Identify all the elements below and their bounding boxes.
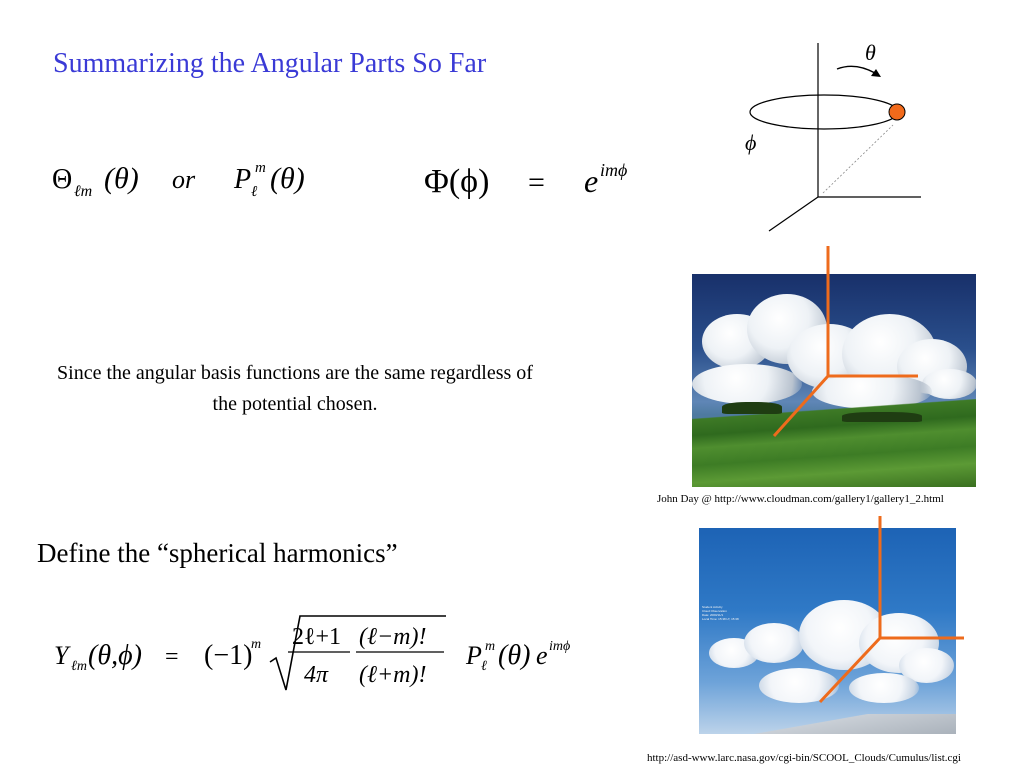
y-subscript: ℓm [71, 659, 87, 674]
spherical-coordinate-diagram [735, 35, 935, 235]
y-symbol: Y [54, 641, 69, 670]
phi-exp-exponent: imϕ [600, 160, 628, 180]
theta-rotation-arrow [837, 66, 875, 73]
sh-legendre-superscript: m [485, 639, 496, 654]
sh-legendre-subscript: ℓ [481, 659, 487, 674]
orange-axes-overlay-1 [772, 244, 922, 444]
slide-title: Summarizing the Angular Parts So Far [53, 48, 487, 79]
fraction-2-denominator: (ℓ+m)! [359, 662, 427, 688]
or-connector: or [172, 165, 196, 194]
theta-function-equation [52, 150, 332, 210]
phi-label: ϕ [745, 130, 757, 155]
sh-equals: = [165, 644, 179, 670]
orange-axes-overlay-2 [818, 514, 968, 714]
sh-exp-exponent: imϕ [549, 639, 571, 654]
phi-lhs: Φ(ϕ) [424, 163, 490, 200]
theta-label: θ [865, 40, 876, 65]
legendre-symbol: P [234, 164, 252, 195]
theta-subscript: ℓm [74, 183, 93, 200]
fraction-2-numerator: (ℓ−m)! [359, 624, 427, 650]
phi-equals: = [528, 166, 545, 199]
sign-factor: (−1) [204, 640, 253, 671]
legendre-subscript: ℓ [251, 184, 258, 200]
legendre-argument: (θ) [270, 162, 305, 195]
phi-function-equation [424, 150, 654, 210]
spherical-harmonic-equation [52, 610, 592, 700]
legendre-superscript: m [255, 160, 266, 176]
theta-symbol: Θ [52, 164, 73, 195]
define-heading: Define the “spherical harmonics” [37, 538, 398, 568]
y-argument: (θ,ϕ) [88, 640, 142, 671]
fraction-1-numerator: 2ℓ+1 [292, 624, 342, 650]
orbit-ellipse [750, 95, 898, 129]
theta-argument: (θ) [104, 162, 139, 195]
fraction-1-denominator: 4π [304, 662, 329, 688]
sh-legendre-argument: (θ) [498, 640, 531, 671]
particle-point [889, 104, 905, 120]
phi-exp-base: e [584, 163, 599, 199]
x-axis [769, 197, 818, 231]
sign-exponent: m [251, 637, 262, 652]
sh-legendre-symbol: P [466, 641, 482, 670]
sh-exp-base: e [536, 641, 548, 670]
photo-credit-2[interactable]: http://asd-www.larc.nasa.gov/cgi-bin/SCOOL_Clouds/Cumulus/list.cgi [647, 752, 961, 764]
projection-line [823, 125, 893, 193]
photo-credit-1[interactable]: John Day @ http://www.cloudman.com/gallery1/gallery1_2.html [657, 493, 944, 505]
basis-function-note: Since the angular basis functions are the same regardless of the potential chosen. [57, 362, 533, 415]
photo-overlay-text: Student Activity Cloud Observation Date: 2000/11/1 Local Time: 15:38 LT, 15:38 [702, 605, 739, 621]
arrowhead-icon [871, 69, 881, 77]
